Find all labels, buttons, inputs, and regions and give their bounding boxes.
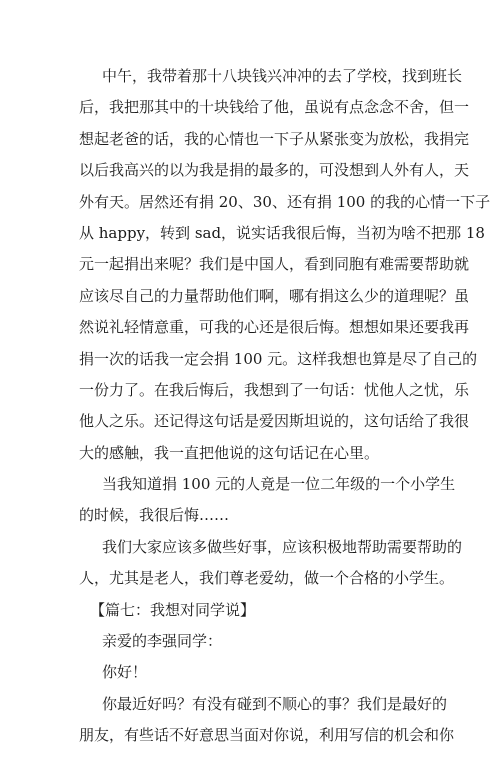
- text-line: 你最近好吗？有没有碰到不顺心的事？我们是最好的: [102, 694, 448, 713]
- text-line: 大的感触，我一直把他说的这句话记在心里。: [79, 443, 380, 462]
- text-line: 元一起捐出来呢？我们是中国人，看到同胞有难需要帮助就: [79, 255, 470, 274]
- letter-body: [79, 694, 455, 757]
- section-heading: [79, 600, 428, 631]
- text-line: 人，尤其是老人，我们尊老爱幼，做一个合格的小学生。: [79, 569, 455, 588]
- text-line: 应该尽自己的力量帮助他们啊，哪有捐这么少的道理呢？虽: [79, 286, 470, 305]
- text-line: 从 happy，转到 sad，说实话我很后悔，当初为啥不把那 18: [79, 223, 485, 242]
- text-line: 然说礼轻情意重，可我的心还是很后悔。想想如果还要我再: [79, 318, 470, 337]
- text-line: 想起老爸的话，我的心情也一下子从紧张变为放松，我捐完: [79, 129, 470, 148]
- text-line: 中午，我带着那十八块钱兴冲冲的去了学校，找到班长: [102, 67, 463, 85]
- text-line: 外有天。居然还有捐 20、30、还有捐 100 的我的心情一下子: [79, 192, 491, 211]
- text-line: 捐一次的话我一定会捐 100 元。这样我想也算是尽了自己的: [79, 349, 478, 368]
- text-line: 我们大家应该多做些好事，应该积极地帮助需要帮助的: [102, 537, 463, 556]
- paragraph-good-deeds: [79, 537, 463, 600]
- text-line: 亲爱的李强同学：: [102, 632, 223, 651]
- document-body: [79, 66, 491, 757]
- text-line: 他人之乐。还记得这句话是爱因斯坦说的，这句话给了我很: [79, 412, 470, 431]
- letter-salutation: [79, 631, 428, 662]
- text-line: 以后我高兴的以为我是捐的最多的，可没想到人外有人，天: [79, 161, 470, 180]
- paragraph-noon-donation: [79, 66, 491, 474]
- paragraph-second-grader: [79, 474, 456, 537]
- text-line: 当我知道捐 100 元的人竟是一位二年级的一个小学生: [102, 475, 456, 494]
- section-heading-text: 【篇七：我想对同学说】: [90, 600, 256, 619]
- text-line: 一份力了。在我后悔后，我想到了一句话：忧他人之忧，乐: [79, 380, 470, 399]
- letter-greeting: [79, 662, 428, 693]
- text-line: 的时候，我很后悔……: [79, 506, 230, 525]
- text-line: 后，我把那其中的十块钱给了他，虽说有点念念不舍，但一: [79, 98, 470, 117]
- text-line: 朋友，有些话不好意思当面对你说，利用写信的机会和你: [79, 726, 455, 745]
- text-line: 你好！: [102, 663, 148, 682]
